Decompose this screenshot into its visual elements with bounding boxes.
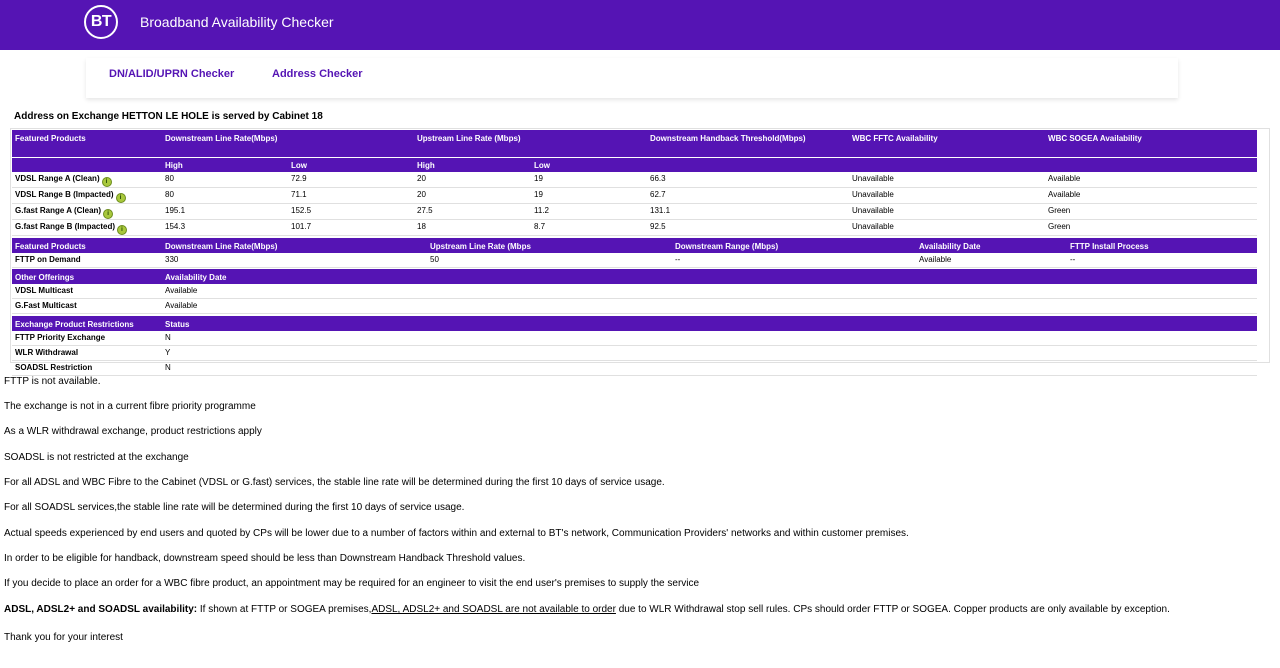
restriction-name: SOADSL Restriction <box>12 360 162 375</box>
table-cell: 8.7 <box>531 219 647 235</box>
table-row <box>12 253 1257 268</box>
table-cell: 66.3 <box>647 172 849 188</box>
table-cell: 330 <box>162 253 427 268</box>
app-header <box>0 0 1280 50</box>
table-cell: Green <box>1045 219 1257 235</box>
product-name: G.Fast Multicast <box>12 298 162 313</box>
table-row <box>12 203 1257 219</box>
col-header-handback-threshold: Downstream Handback Threshold(Mbps) <box>647 130 849 157</box>
product-name: VDSL Range B (Impacted) <box>15 189 114 199</box>
table-cell: N <box>162 360 1257 375</box>
thanks-text: Thank you for your interest <box>4 632 123 643</box>
table-cell: 152.5 <box>288 203 414 219</box>
note-text: For all SOADSL services,the stable line rate will be determined during the first 10 days of service usage. <box>4 502 465 513</box>
table-cell: 20 <box>414 172 531 188</box>
product-name: G.fast Range B (Impacted) <box>15 221 116 231</box>
featured-products-table <box>12 130 1257 236</box>
tab-address-checker[interactable]: Address Checker <box>272 68 363 80</box>
col-header-status: Status <box>162 316 1257 331</box>
table-cell: 27.5 <box>414 203 531 219</box>
table-row <box>12 298 1257 313</box>
subheader-blank <box>849 157 1045 172</box>
col-header-fttp-install-process: FTTP Install Process <box>1067 238 1257 253</box>
note-text: As a WLR withdrawal exchange, product restrictions apply <box>4 426 262 437</box>
table-cell: N <box>162 331 1257 346</box>
col-header-featured-products: Featured Products <box>12 130 162 157</box>
table-row <box>12 172 1257 188</box>
col-header-restrictions: Exchange Product Restrictions <box>12 316 162 331</box>
table-cell: Unavailable <box>849 172 1045 188</box>
table-cell: Unavailable <box>849 219 1045 235</box>
restriction-name: FTTP Priority Exchange <box>12 331 162 346</box>
col-header-downstream-range: Downstream Range (Mbps) <box>672 238 916 253</box>
restriction-name: WLR Withdrawal <box>12 345 162 360</box>
info-icon[interactable]: i <box>102 177 112 187</box>
col-header-upstream-rate: Upstream Line Rate (Mbps) <box>414 130 647 157</box>
table-cell: 19 <box>531 187 647 203</box>
info-icon[interactable]: i <box>103 209 113 219</box>
table-cell: -- <box>672 253 916 268</box>
table-cell: 101.7 <box>288 219 414 235</box>
checker-tabs <box>86 58 1178 98</box>
tab-dn-alid-uprn-checker[interactable]: DN/ALID/UPRN Checker <box>109 68 235 80</box>
table-row <box>12 219 1257 235</box>
info-icon[interactable]: i <box>117 225 127 235</box>
col-header-featured-products: Featured Products <box>12 238 162 253</box>
table-cell: Available <box>916 253 1067 268</box>
subheader-up-low: Low <box>531 157 647 172</box>
other-offerings-table <box>12 269 1257 314</box>
table-cell: 62.7 <box>647 187 849 203</box>
table-row <box>12 360 1257 375</box>
product-name-cell <box>12 172 162 188</box>
col-header-wbc-fftc: WBC FFTC Availability <box>849 130 1045 157</box>
table-cell: 71.1 <box>288 187 414 203</box>
table-cell: Available <box>162 298 1257 313</box>
info-icon[interactable]: i <box>116 193 126 203</box>
table-cell: 20 <box>414 187 531 203</box>
table-cell: Available <box>1045 187 1257 203</box>
note-text: For all ADSL and WBC Fibre to the Cabinet (VDSL or G.fast) services, the stable line rate will be determined during the first 10 days of service usage. <box>4 477 665 488</box>
app-title: Broadband Availability Checker <box>140 14 334 30</box>
results-tables <box>12 130 1257 376</box>
table-cell: 154.3 <box>162 219 288 235</box>
col-header-availability-date: Availability Date <box>916 238 1067 253</box>
table-cell: Available <box>162 284 1257 299</box>
note-text: The exchange is not in a current fibre priority programme <box>4 401 256 412</box>
col-header-availability-date: Availability Date <box>162 269 1257 284</box>
note-text: FTTP is not available. <box>4 376 101 387</box>
table-row <box>12 345 1257 360</box>
table-cell: Unavailable <box>849 203 1045 219</box>
product-name: VDSL Multicast <box>12 284 162 299</box>
table-row <box>12 187 1257 203</box>
adsl-note-heading: ADSL, ADSL2+ and SOADSL availability: <box>4 604 198 615</box>
product-name-cell <box>12 203 162 219</box>
product-name: G.fast Range A (Clean) <box>15 205 102 215</box>
adsl-note-emphasis: ADSL, ADSL2+ and SOADSL are not available to order <box>371 604 616 615</box>
subheader-blank <box>1045 157 1257 172</box>
table-cell: 11.2 <box>531 203 647 219</box>
note-text: If you decide to place an order for a WBC fibre product, an appointment may be required for an engineer to visit the end user's premises to supply the service <box>4 578 700 589</box>
product-name-cell <box>12 187 162 203</box>
table-cell: 195.1 <box>162 203 288 219</box>
col-header-downstream-rate: Downstream Line Rate(Mbps) <box>162 238 427 253</box>
table-cell: 131.1 <box>647 203 849 219</box>
table-row <box>12 331 1257 346</box>
table-cell: 80 <box>162 187 288 203</box>
address-summary: Address on Exchange HETTON LE HOLE is served by Cabinet 18 <box>14 111 323 122</box>
subheader-blank <box>647 157 849 172</box>
col-header-other-offerings: Other Offerings <box>12 269 162 284</box>
fttp-table <box>12 238 1257 268</box>
adsl-note-pre: If shown at FTTP or SOGEA premises, <box>197 604 372 615</box>
table-cell: 50 <box>427 253 672 268</box>
table-cell: Unavailable <box>849 187 1045 203</box>
note-text: Actual speeds experienced by end users and quoted by CPs will be lower due to a number of factors within and external to BT's network, Communication Providers' networks and within customer premises. <box>4 528 909 539</box>
table-cell: 18 <box>414 219 531 235</box>
adsl-availability-note <box>4 604 1170 615</box>
note-text: SOADSL is not restricted at the exchange <box>4 452 189 463</box>
table-cell: 72.9 <box>288 172 414 188</box>
table-cell: Y <box>162 345 1257 360</box>
table-cell: 92.5 <box>647 219 849 235</box>
col-header-upstream-rate: Upstream Line Rate (Mbps <box>427 238 672 253</box>
table-cell: -- <box>1067 253 1257 268</box>
table-cell: 80 <box>162 172 288 188</box>
table-row <box>12 284 1257 299</box>
subheader-down-high: High <box>162 157 288 172</box>
exchange-restrictions-table <box>12 316 1257 376</box>
product-name-cell <box>12 219 162 235</box>
table-cell: Available <box>1045 172 1257 188</box>
subheader-down-low: Low <box>288 157 414 172</box>
subheader-blank <box>12 157 162 172</box>
bt-logo[interactable]: BT <box>84 5 118 39</box>
product-name: VDSL Range A (Clean) <box>15 173 100 183</box>
table-cell: 19 <box>531 172 647 188</box>
col-header-downstream-rate: Downstream Line Rate(Mbps) <box>162 130 414 157</box>
note-text: In order to be eligible for handback, downstream speed should be less than Downstream Handback Threshold values. <box>4 553 526 564</box>
product-name: FTTP on Demand <box>12 253 162 268</box>
adsl-note-post: due to WLR Withdrawal stop sell rules. CPs should order FTTP or SOGEA. Copper products are only available by exception. <box>615 604 1170 615</box>
subheader-up-high: High <box>414 157 531 172</box>
table-cell: Green <box>1045 203 1257 219</box>
col-header-wbc-sogea: WBC SOGEA Availability <box>1045 130 1257 157</box>
